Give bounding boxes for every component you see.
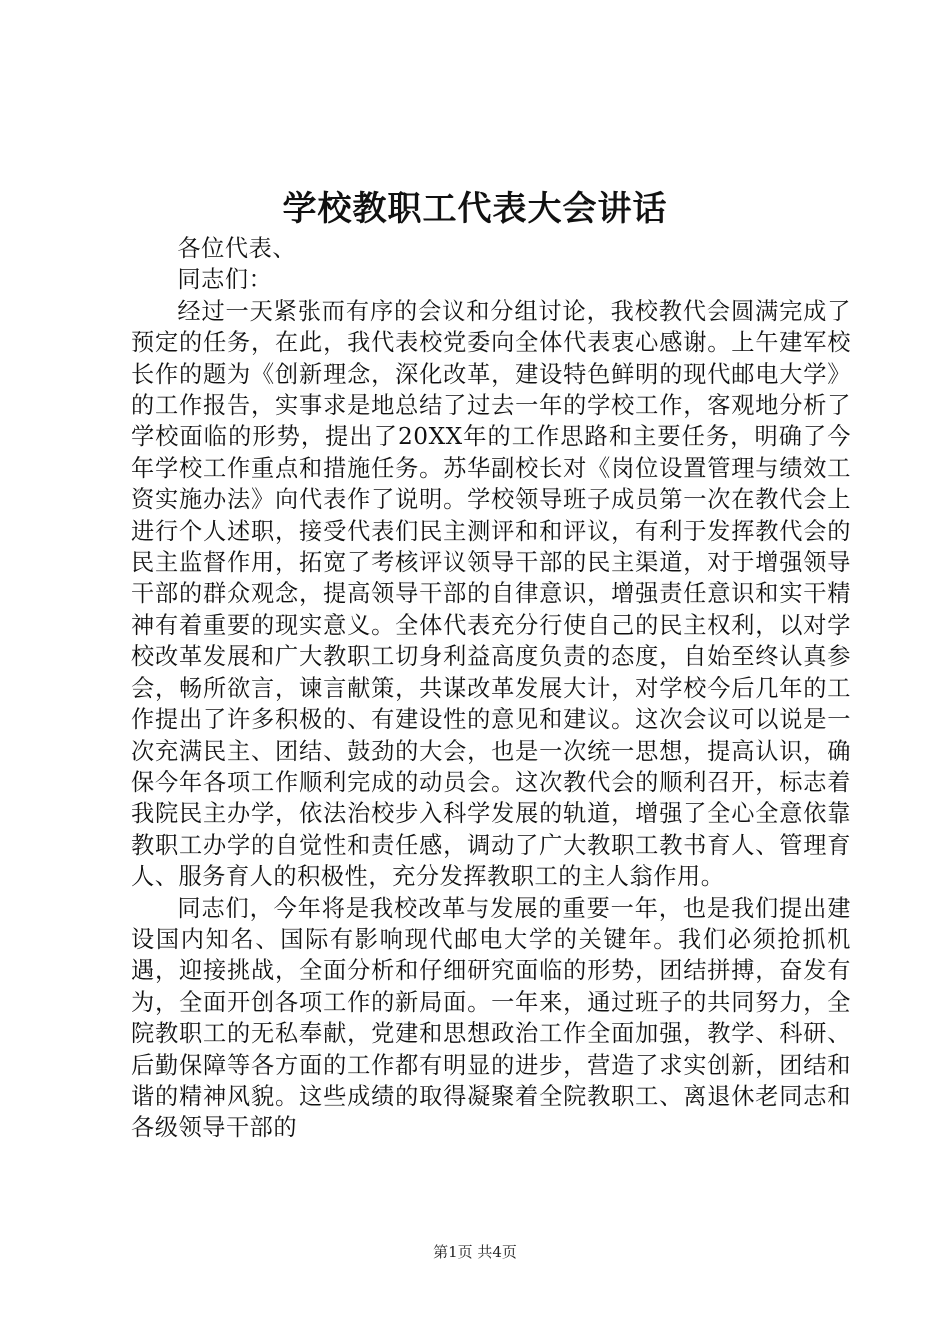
document-body [131, 233, 851, 1144]
document-title: 学校教职工代表大会讲话 [282, 189, 668, 229]
page-number-footer: 第1页 共4页 [433, 1243, 517, 1261]
greeting-line-2: 同志们： [177, 266, 273, 294]
body-paragraph-1: 经过一天紧张而有序的会议和分组讨论，我校教代会圆满完成了预定的任务，在此，我代表校党委向全体代表衷心感谢。上午建军校长作的题为《创新理念，深化改革，建设特色鲜明的现代邮电大学》的工作报告，实事求是地总结了过去一年的学校工作，客观地分析了学校面临的形势，提出了20XX年的工作思路和主要任务，明确了今年学校工作重点和措施任务。苏华副校长对《岗位设置管理与绩效工资实施办法》向代表作了说明。学校领导班子成员第一次在教代会上进行个人述职，接受代表们民主测评和和评议，有利于发挥教代会的民主监督作用，拓宽了考核评议领导干部的民主渠道，对于增强领导干部的群众观念，提高领导干部的自律意识，增强责任意识和实干精神有着重要的现实意义。全体代表充分行使自己的民主权利，以对学校改革发展和广大教职工切身利益高度负责的态度，自始至终认真参会，畅所欲言，谏言献策，共谋改革发展大计，对学校今后几年的工作提出了许多积极的、有建设性的意见和建议。这次会议可以说是一次充满民主、团结、鼓劲的大会，也是一次统一思想，提高认识，确保今年各项工作顺利完成的动员会。这次教代会的顺利召开，标志着我院民主办学，依法治校步入科学发展的轨道，增强了全心全意依靠教职工办学的自觉性和责任感，调动了广大教职工教书育人、管理育人、服务育人的积极性，充分发挥教职工的主人翁作用。 [131, 297, 851, 891]
body-paragraph-2: 同志们，今年将是我校改革与发展的重要一年，也是我们提出建设国内知名、国际有影响现代邮电大学的关键年。我们必须抢抓机遇，迎接挑战，全面分析和仔细研究面临的形势，团结拼搏，奋发有为，全面开创各项工作的新局面。一年来，通过班子的共同努力，全院教职工的无私奉献，党建和思想政治工作全面加强，教学、科研、后勤保障等各方面的工作都有明显的进步，营造了求实创新，团结和谐的精神风貌。这些成绩的取得凝聚着全院教职工、离退休老同志和各级领导干部的 [131, 894, 851, 1142]
greeting-line-1: 各位代表、 [177, 235, 297, 262]
